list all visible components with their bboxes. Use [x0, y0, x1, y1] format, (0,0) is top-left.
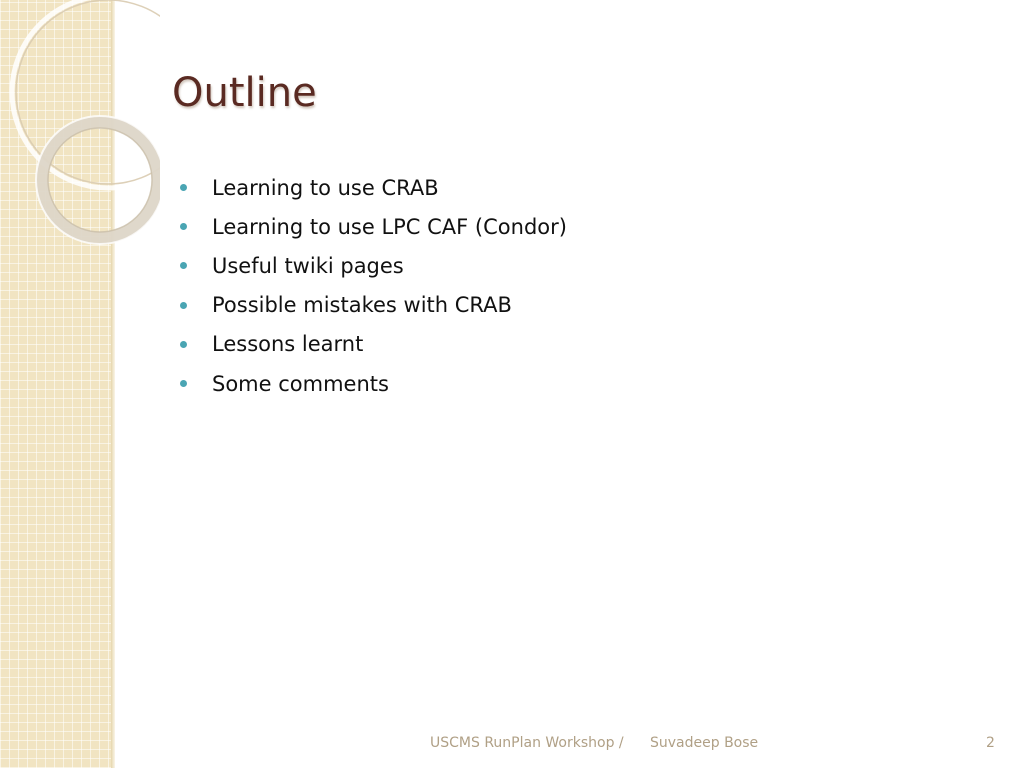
bullet-dot-icon: [180, 184, 187, 191]
bullet-list: [180, 168, 567, 403]
list-item: [180, 168, 567, 207]
bullet-dot-icon: [180, 262, 187, 269]
list-item-label: Learning to use CRAB: [212, 175, 439, 200]
list-item-label: Useful twiki pages: [212, 253, 404, 278]
list-item-label: Learning to use LPC CAF (Condor): [212, 214, 567, 239]
list-item: [180, 364, 567, 403]
list-item-label: Some comments: [212, 371, 389, 396]
list-item: [180, 246, 567, 285]
bullet-dot-icon: [180, 223, 187, 230]
list-item: [180, 286, 567, 325]
footer-author: Suvadeep Bose: [650, 735, 759, 751]
bullet-dot-icon: [180, 341, 187, 348]
decorative-rings-icon: [0, 0, 160, 280]
list-item: [180, 325, 567, 364]
list-item: [180, 207, 567, 246]
slide-title: Outline: [172, 70, 317, 116]
list-item-label: Lessons learnt: [212, 332, 364, 357]
page-number: 2: [986, 735, 995, 751]
footer-text: USCMS RunPlan Workshop /: [430, 735, 624, 751]
bullet-dot-icon: [180, 302, 187, 309]
list-item-label: Possible mistakes with CRAB: [212, 293, 512, 318]
bullet-dot-icon: [180, 380, 187, 387]
